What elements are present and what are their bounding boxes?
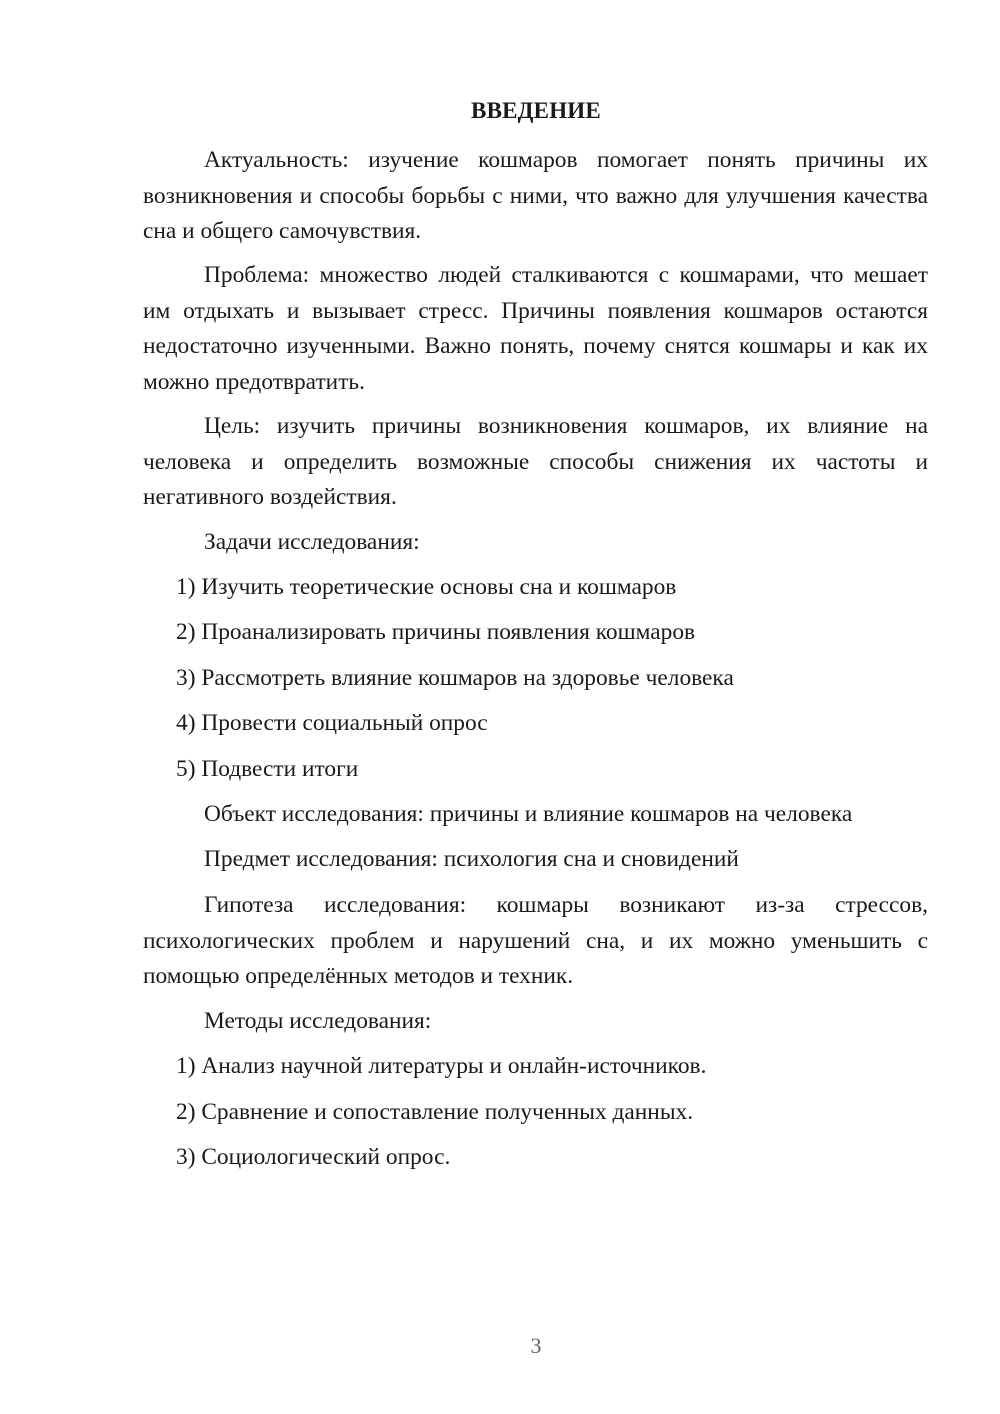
method-item: 1) Анализ научной литературы и онлайн-источников. <box>176 1053 707 1079</box>
research-object: Объект исследования: причины и влияние кошмаров на человека <box>204 801 853 827</box>
task-item: 1) Изучить теоретические основы сна и кошмаров <box>176 574 677 600</box>
section-title: ВВЕДЕНИЕ <box>471 98 601 123</box>
tasks-heading: Задачи исследования: <box>204 529 420 555</box>
task-item: 4) Провести социальный опрос <box>176 710 488 736</box>
paragraph-problem: Проблема: множество людей сталкиваются с кошмарами, что мешает им отдыхать и вызывает стресс. Причины появления кошмаров остаются недостаточно изученными. Важно понять, почему снятся кошмары и как их можно предотвратить. <box>143 262 928 395</box>
task-item: 3) Рассмотреть влияние кошмаров на здоровье человека <box>176 665 734 691</box>
method-item: 2) Сравнение и сопоставление полученных данных. <box>176 1099 694 1125</box>
method-item: 3) Социологический опрос. <box>176 1144 451 1170</box>
paragraph-goal: Цель: изучить причины возникновения кошмаров, их влияние на человека и определить возможные способы снижения их частоты и негативного воздействия. <box>143 413 928 510</box>
research-subject: Предмет исследования: психология сна и сновидений <box>204 846 739 872</box>
task-item: 2) Проанализировать причины появления кошмаров <box>176 619 696 645</box>
methods-heading: Методы исследования: <box>204 1008 432 1034</box>
task-item: 5) Подвести итоги <box>176 756 359 782</box>
page-number: 3 <box>530 1333 542 1358</box>
paragraph-relevance: Актуальность: изучение кошмаров помогает понять причины их возникновения и способы борьбы с ними, что важно для улучшения качества сна и общего самочувствия. <box>143 147 928 244</box>
paragraph-hypothesis: Гипотеза исследования: кошмары возникают из-за стрессов, психологических проблем и нарушений сна, и их можно уменьшить с помощью определённых методов и техник. <box>143 892 928 989</box>
